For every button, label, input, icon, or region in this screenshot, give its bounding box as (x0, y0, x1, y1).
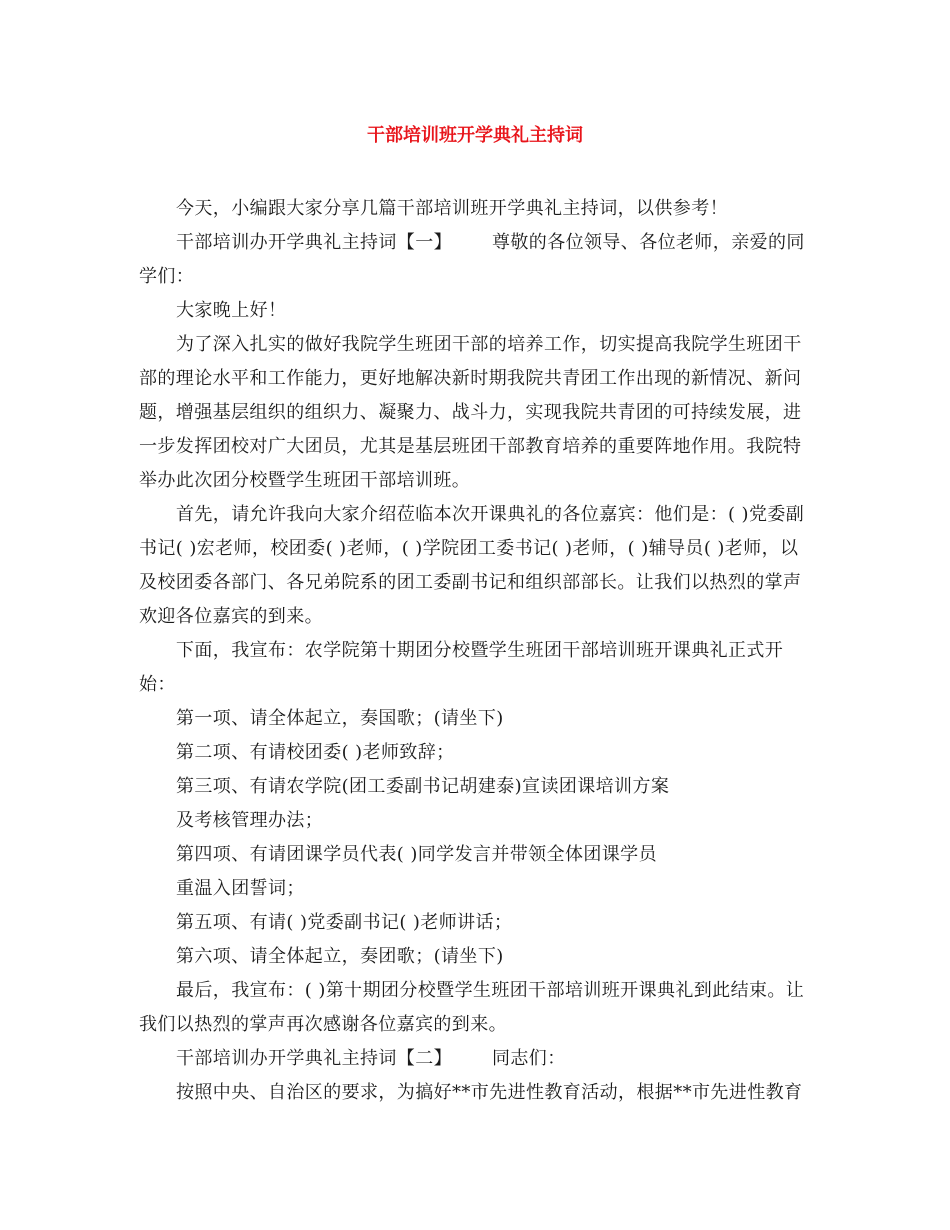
section-one-salutation: 尊敬的各位领导、各位老师，亲爱的同学们： (139, 232, 805, 287)
paragraph-purpose: 为了深入扎实的做好我院学生班团干部的培养工作，切实提高我院学生班团干部的理论水平和工作能力，更好地解决新时期我院共青团工作出现的新情况、新问题，增强基层组织的组织力、凝聚力、战斗力，实现我院共青团的可持续发展，进一步发挥团校对广大团员，尤其是基层班团干部教育培养的重要阵地作用。我院特举办此次团分校暨学生班团干部培训班。 (139, 334, 802, 491)
agenda-item-4: 第四项、有请团课学员代表( )同学发言并带领全体团课学员 (176, 844, 657, 865)
agenda-item-4-cont: 重温入团誓词； (176, 878, 305, 899)
paragraph-section-two-body: 按照中央、自治区的要求，为搞好**市先进性教育活动，根据**市先进性教育 (176, 1082, 803, 1103)
section-two-heading: 干部培训办开学典礼主持词【二】 (176, 1048, 452, 1069)
paragraph-greeting: 大家晚上好！ (176, 300, 287, 321)
paragraph-section-one-opening (139, 226, 815, 294)
paragraph-section-two-opening (139, 1042, 815, 1076)
section-one-heading: 干部培训办开学典礼主持词【一】 (176, 232, 452, 253)
paragraph-closing: 最后，我宣布：( )第十期团分校暨学生班团干部培训班开课典礼到此结束。让我们以热烈的掌声再次感谢各位嘉宾的到来。 (139, 980, 805, 1035)
paragraph-guests: 首先，请允许我向大家介绍莅临本次开课典礼的各位嘉宾：他们是：( )党委副书记( )宏老师，校团委( )老师，( )学院团工委书记( )老师，( )辅导员( )老师，以及校团委各部门、各兄弟院系的团工委副书记和组织部部长。让我们以热烈的掌声欢迎各位嘉宾的到来。 (139, 504, 805, 627)
agenda-item-3: 第三项、有请农学院(团工委副书记胡建泰)宣读团课培训方案 (176, 776, 670, 797)
agenda-item-3-cont: 及考核管理办法； (176, 810, 324, 831)
agenda-item-5: 第五项、有请( )党委副书记( )老师讲话； (176, 912, 513, 933)
document-title: 干部培训班开学典礼主持词 (367, 125, 583, 146)
agenda-item-6: 第六项、请全体起立，奏团歌；(请坐下) (176, 946, 504, 967)
section-two-salutation: 同志们： (492, 1048, 566, 1069)
agenda-item-1: 第一项、请全体起立，奏国歌；(请坐下) (176, 708, 504, 729)
paragraph-announcement: 下面，我宣布：农学院第十期团分校暨学生班团干部培训班开课典礼正式开始： (139, 640, 784, 695)
paragraph-intro: 今天，小编跟大家分享几篇干部培训班开学典礼主持词，以供参考！ (176, 198, 728, 219)
document-body (139, 192, 815, 1110)
agenda-item-2: 第二项、有请校团委( )老师致辞； (176, 742, 455, 763)
